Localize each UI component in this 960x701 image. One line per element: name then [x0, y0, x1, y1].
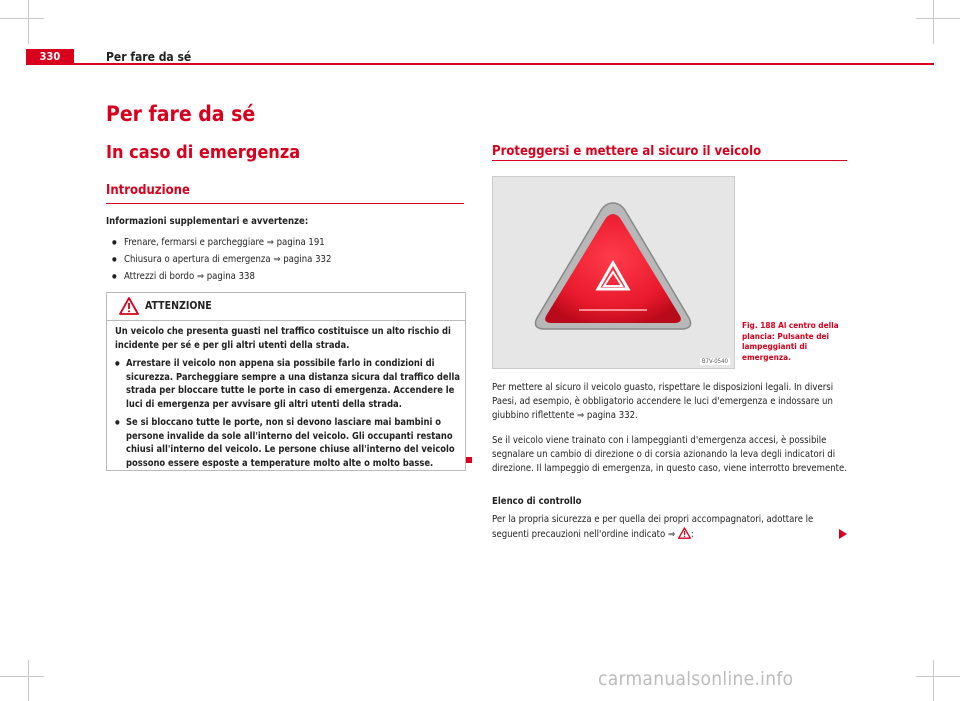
- warning-paragraph: Un veicolo che presenta guasti nel traffico costituisce un alto rischio di incidente per sé e per gli altri utenti della strada.: [115, 326, 451, 351]
- chapter-title: Per fare da sé: [106, 102, 256, 126]
- page-number: 330: [26, 49, 74, 65]
- warning-triangle-icon: [119, 297, 139, 315]
- body-paragraph-suffix: :: [690, 529, 694, 540]
- body-paragraph: Se il veicolo viene trainato con i lampeggianti d'emergenza accesi, è possibile segnalare un cambio di direzione o di corsia azionando la leva degli indicatori di direzione. Il lampeggio di emergenza, in questo caso, viene interrotto brevemente.: [492, 435, 847, 474]
- warning-box: [106, 292, 466, 471]
- crop-mark: [28, 0, 29, 44]
- section-end-marker: [466, 457, 472, 463]
- continue-arrow-icon[interactable]: [839, 529, 847, 539]
- figure-caption: Fig. 188 Al centro della plancia: Pulsante dei lampeggianti di emergenza.: [742, 320, 839, 362]
- watermark: carmanualsonline.info: [598, 668, 794, 690]
- body-paragraph: Per mettere al sicuro il veicolo guasto, rispettare le disposizioni legali. In diversi Paesi, ad esempio, è obbligatorio accendere le luci d'emergenza e indossare un giubbino riflettente ⇒ pagina 332.: [492, 382, 834, 421]
- warning-bullet-text: Arrestare il veicolo non appena sia possibile farlo in condizioni di sicurezza. Parcheggiare sempre a una distanza sicura dal traffico della strada per bloccare tutte le porte in caso di emergenza. Accendere le luci di emergenza per avvisare gli altri utenti della strada.: [126, 358, 460, 410]
- running-header-title: Per fare da sé: [106, 50, 192, 64]
- crop-mark: [0, 18, 44, 19]
- hazard-button-icon: [493, 177, 734, 368]
- list-item[interactable]: ● Frenare, fermarsi e parcheggiare ⇒ pagina 191: [124, 236, 325, 250]
- checklist-title: Elenco di controllo: [492, 496, 582, 507]
- crop-mark: [933, 0, 934, 44]
- list-item[interactable]: ● Attrezzi di bordo ⇒ pagina 338: [124, 270, 255, 284]
- warning-header: [107, 293, 465, 321]
- list-item[interactable]: ● Chiusura o apertura di emergenza ⇒ pagina 332: [124, 253, 331, 267]
- warning-body: [115, 325, 461, 475]
- crop-mark: [933, 660, 934, 701]
- figure-code: B7V-0540: [701, 358, 728, 365]
- body-paragraph: [492, 513, 844, 542]
- crop-mark: [0, 676, 44, 677]
- crop-mark: [28, 660, 29, 701]
- crop-mark: [916, 676, 960, 677]
- warning-title: ATTENZIONE: [145, 300, 212, 312]
- warning-bullet: ● Se si bloccano tutte le porte, non si devono lasciare mai bambini o persone invalide da sole all'interno del veicolo. Gli occupanti restano chiusi all'interno del veicolo. Le persone chiuse all'interno del veicolo possono essere esposte a temperature molto alte o molto basse.: [115, 417, 455, 469]
- intro-lead: Informazioni supplementari e avvertenze:: [106, 216, 309, 227]
- subsection-rule: [106, 203, 464, 204]
- warning-triangle-icon[interactable]: [678, 527, 691, 539]
- section-rule-right: [492, 160, 847, 161]
- crop-mark: [916, 18, 960, 19]
- warning-bullet: ● Arrestare il veicolo non appena sia possibile farlo in condizioni di sicurezza. Parcheggiare sempre a una distanza sicura dal traffico della strada per bloccare tutte le porte in caso di emergenza. Accendere le luci di emergenza per avvisare gli altri utenti della strada.: [115, 358, 460, 410]
- subsection-title: Introduzione: [106, 183, 190, 198]
- section-title-right: Proteggersi e mettere al sicuro il veicolo: [492, 144, 762, 159]
- body-paragraph-text: Per la propria sicurezza e per quella dei propri accompagnatori, adottare le seguenti precauzioni nell'ordine indicato ⇒: [492, 514, 814, 540]
- hazard-button-figure: [492, 176, 735, 369]
- section-title: In caso di emergenza: [106, 142, 301, 163]
- warning-bullet-text: Se si bloccano tutte le porte, non si devono lasciare mai bambini o persone invalide da sole all'interno del veicolo. Gli occupanti restano chiusi all'interno del veicolo. Le persone chiuse all'interno del veicolo possono essere esposte a temperature molto alte o molto basse.: [126, 417, 455, 469]
